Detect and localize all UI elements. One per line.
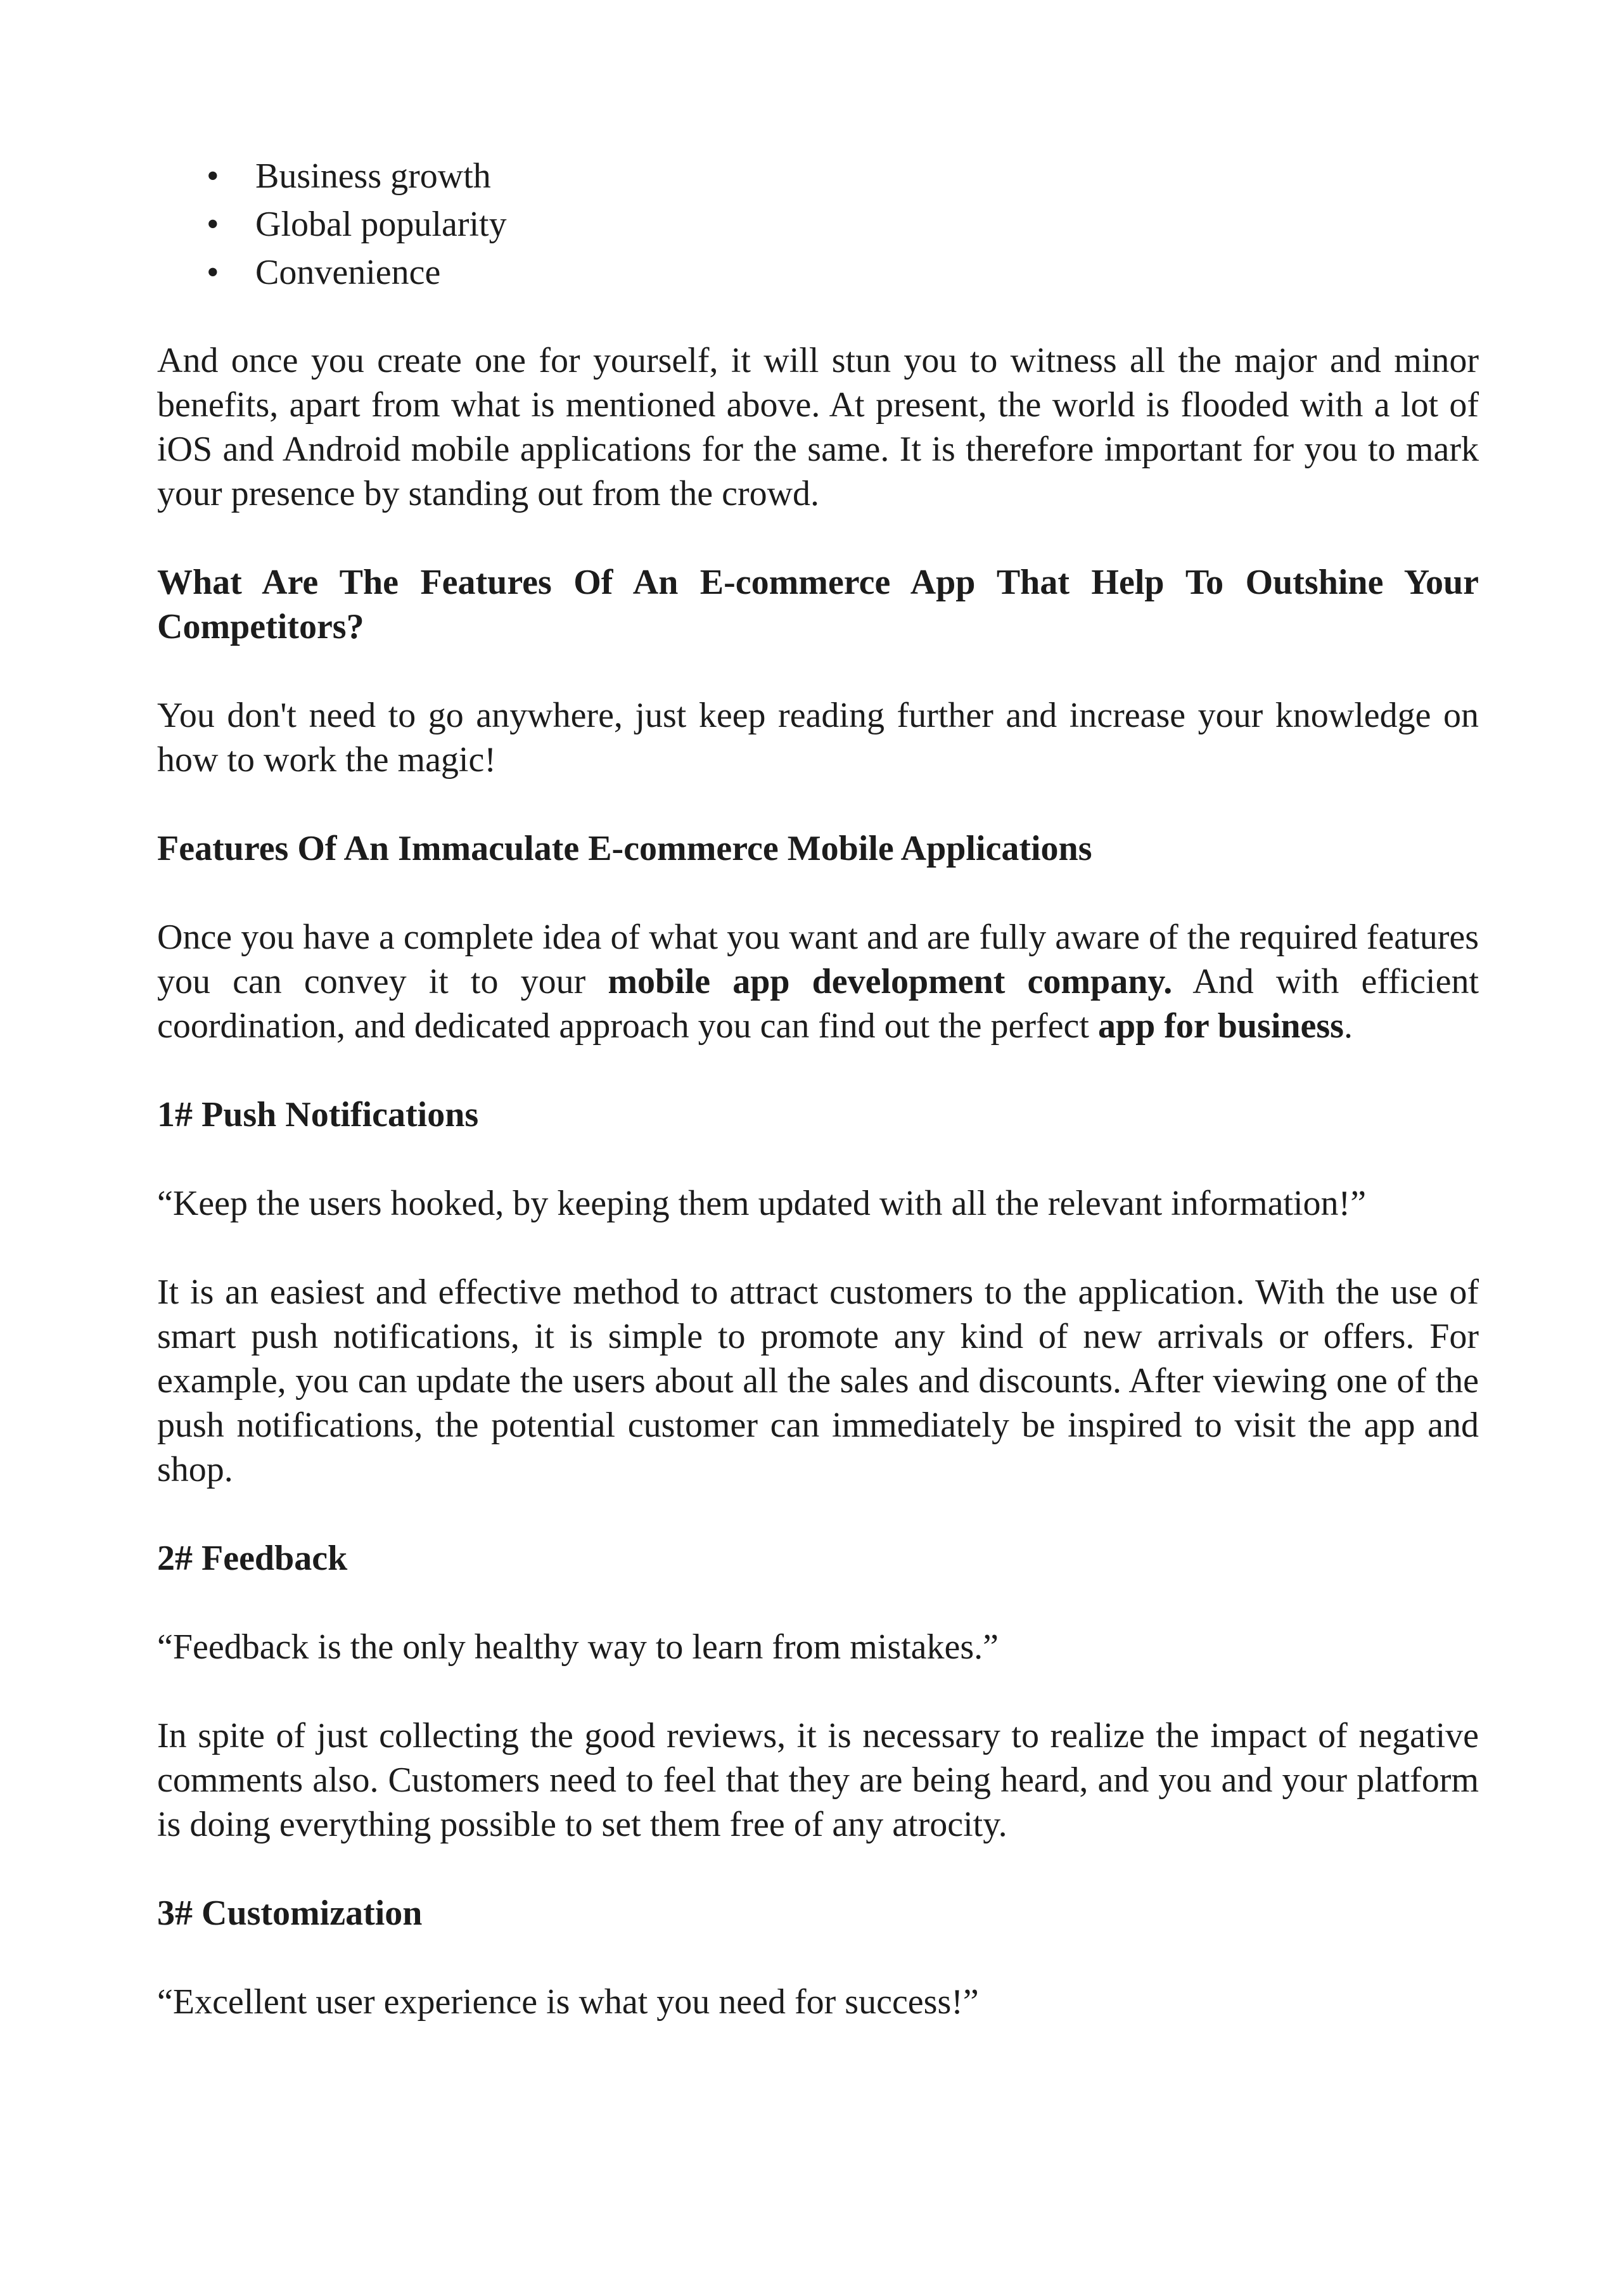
list-item: • Global popularity (157, 200, 1479, 248)
customization-quote: “Excellent user experience is what you need for success!” (157, 1982, 979, 2022)
feedback-heading: 2# Feedback (157, 1539, 348, 1578)
bullet-icon: • (207, 253, 219, 292)
features-question-heading: What Are The Features Of An E-commerce App That Help To Outshine Your Competitors? (157, 563, 1479, 646)
customization-heading: 3# Customization (157, 1894, 423, 1933)
push-notifications-body: It is an easiest and effective method to attract customers to the application. With the use of smart push notifications, it is simple to promote any kind of new arrivals or offers. For example, you can update the users about all the sales and discounts. After viewing one of the push notifications, the potential customer can immediately be inspired to visit the app and shop. (157, 1273, 1479, 1489)
document-page (157, 152, 1479, 2024)
benefits-list (157, 152, 1479, 297)
push-notifications-heading: 1# Push Notifications (157, 1095, 479, 1134)
requirements-paragraph: Once you have a complete idea of what you want and are fully aware of the required features you can convey it to your mobile app development company. And with efficient coordination, and dedicated approach you can find out the perfect app for business. (157, 918, 1479, 1046)
app-for-business-bold-text: app for business (1097, 1006, 1344, 1046)
feedback-body: In spite of just collecting the good reviews, it is necessary to realize the impact of negative comments also. Customers need to feel that they are being heard, and you and your platform is doing everything possible to set them free of any atrocity. (157, 1716, 1479, 1844)
list-item: • Convenience (157, 248, 1479, 297)
feedback-quote: “Feedback is the only healthy way to learn from mistakes.” (157, 1627, 999, 1667)
features-heading: Features Of An Immaculate E-commerce Mobile Applications (157, 829, 1092, 868)
bullet-icon: • (207, 205, 219, 244)
bullet-icon: • (207, 157, 219, 196)
intro-paragraph: And once you create one for yourself, it will stun you to witness all the major and minor benefits, apart from what is mentioned above. At present, the world is flooded with a lot of iOS and Android mobile applications for the same. It is therefore important for you to mark your presence by standing out from the crowd. (157, 341, 1479, 513)
keep-reading-paragraph: You don't need to go anywhere, just keep reading further and increase your knowledge on how to work the magic! (157, 696, 1479, 779)
list-item: • Business growth (157, 152, 1479, 200)
push-notifications-quote: “Keep the users hooked, by keeping them updated with all the relevant information!” (157, 1184, 1367, 1223)
company-bold-text: mobile app development company. (608, 962, 1173, 1001)
